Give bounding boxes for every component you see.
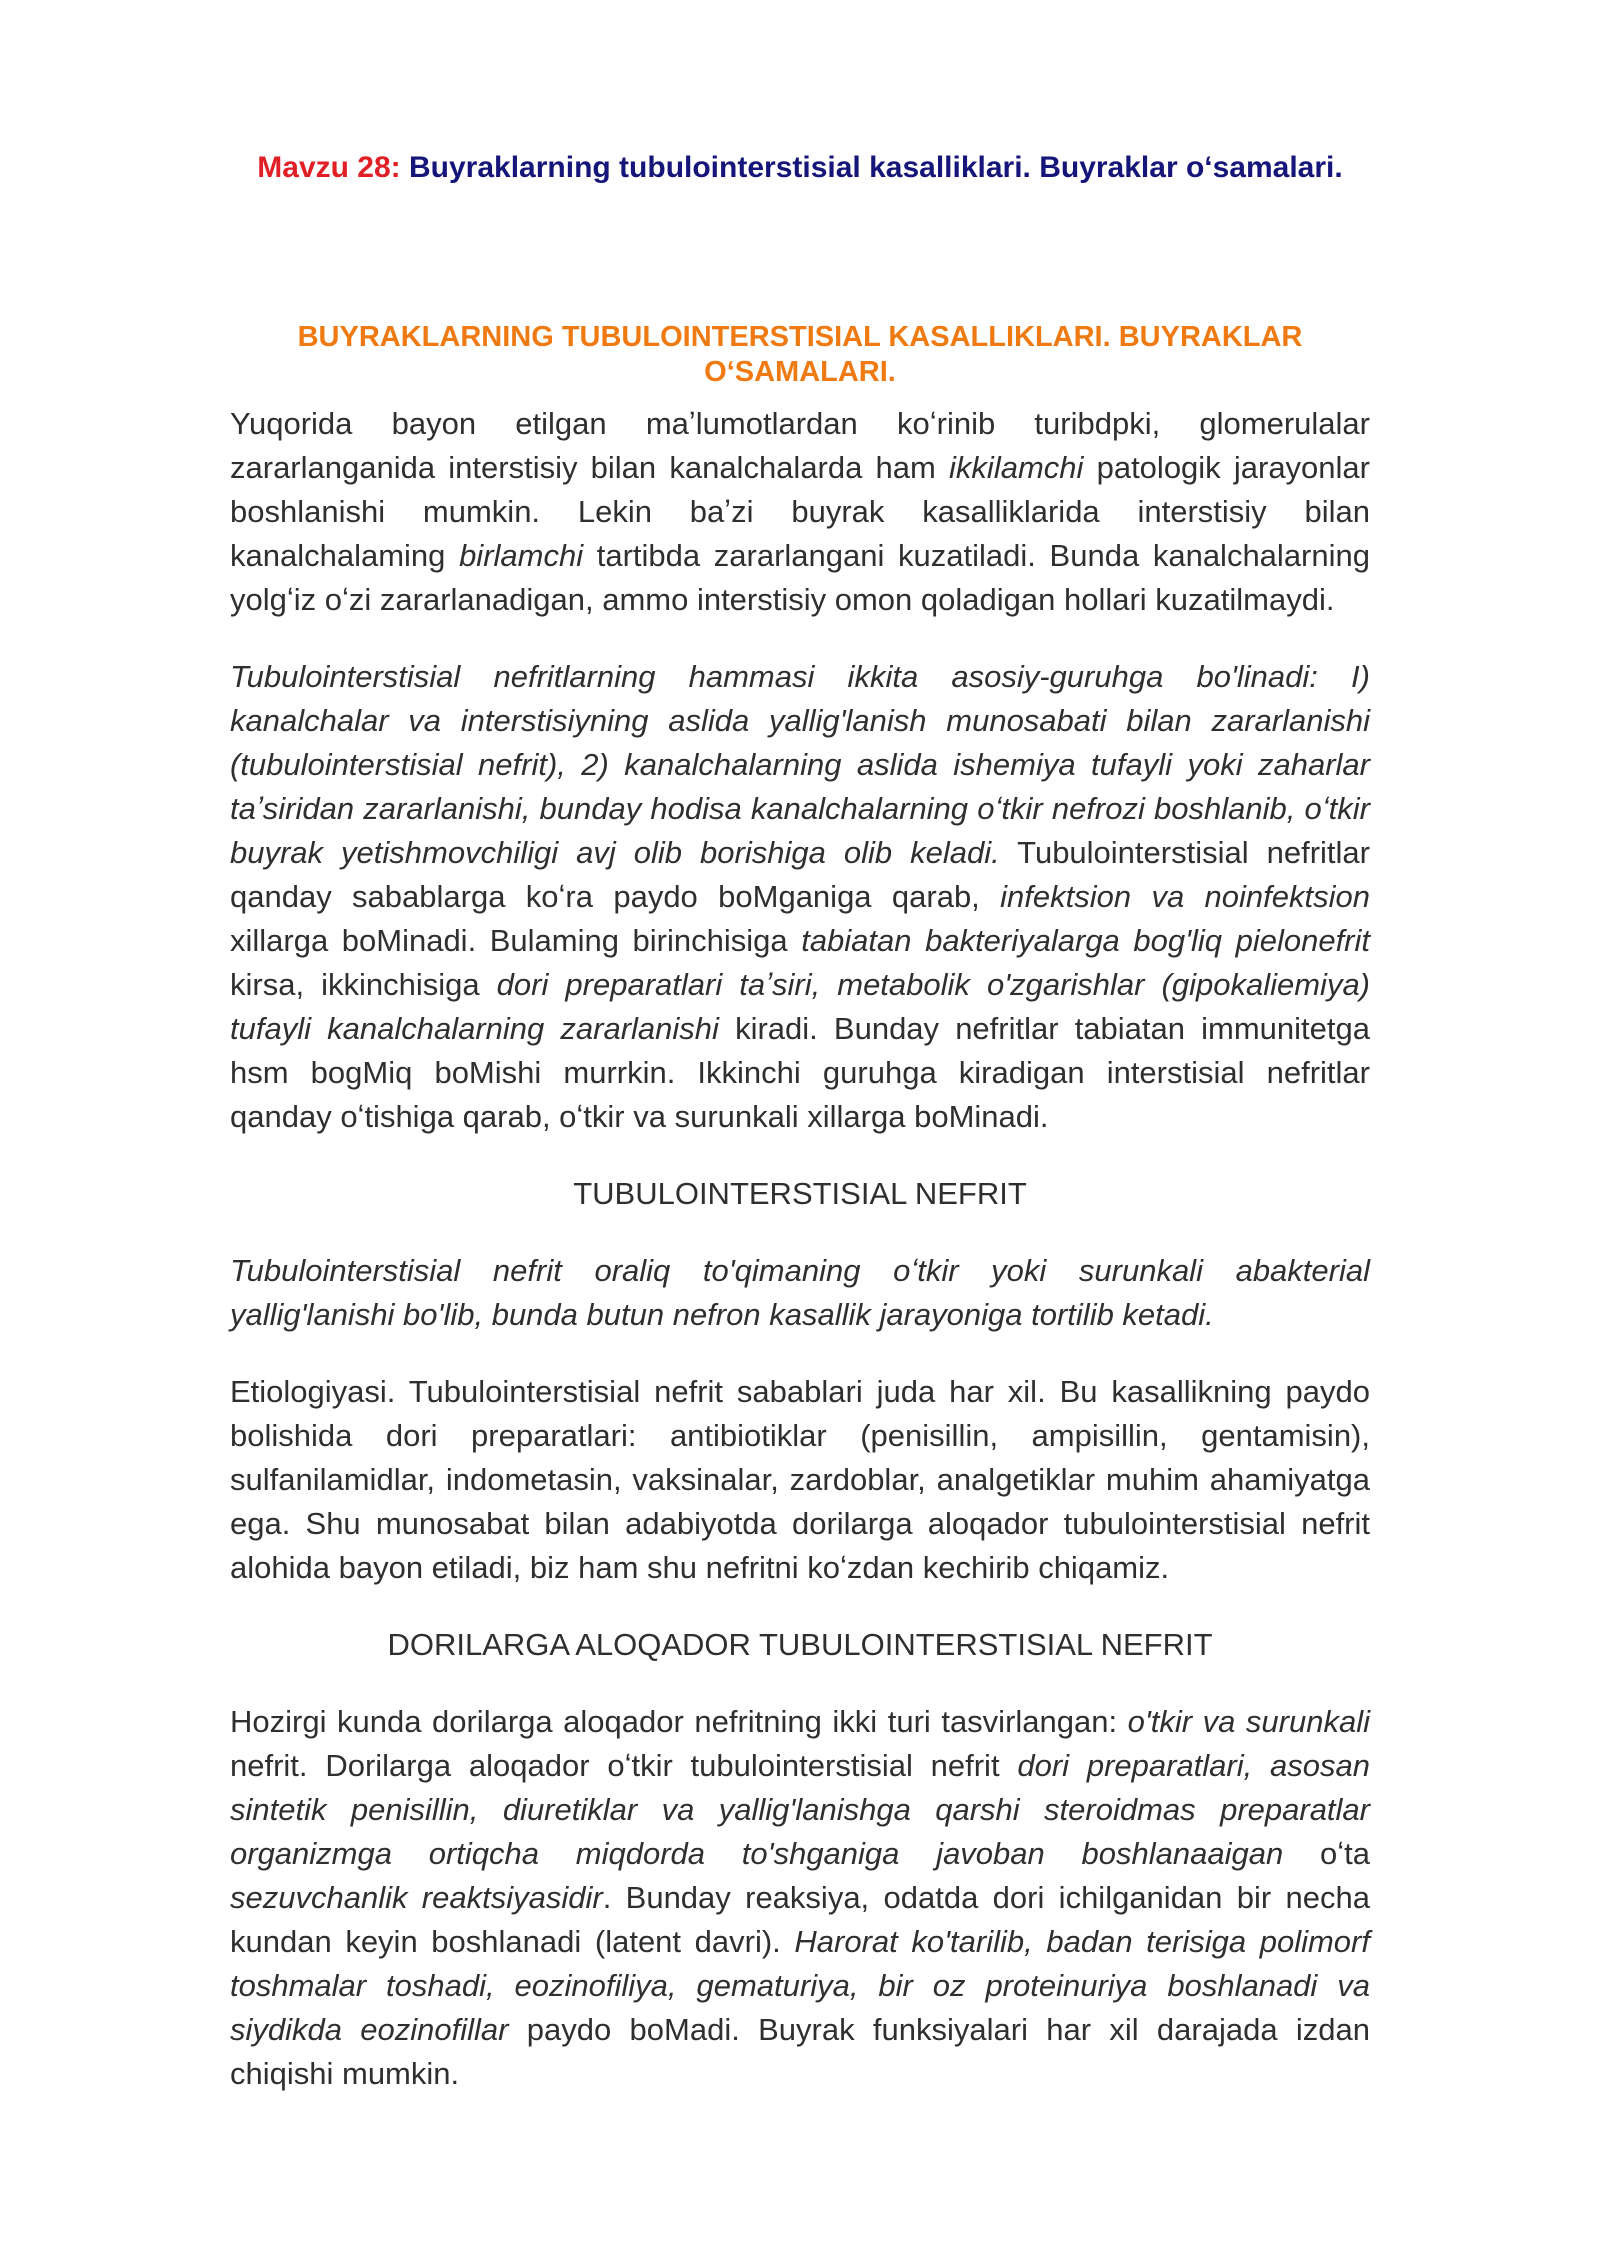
italic-run: sezuvchanlik reaktsiyasidir [230,1880,603,1915]
paragraph-definition [230,1249,1370,1337]
italic-run: tabiatan bakteriyalarga bog'liq pielonefrit [801,923,1370,958]
italic-run: infektsion va noinfektsion [1000,879,1371,914]
section-heading: BUYRAKLARNING TUBULOINTERSTISIAL KASALLIKLARI. BUYRAKLAR OʻSAMALARI. [297,321,1303,388]
italic-run: o'tkir va surunkali [1127,1704,1370,1739]
text-run: Hozirgi kunda dorilarga aloqador nefritning ikki turi tasvirlangan: [230,1704,1128,1739]
document-body [230,402,1370,2129]
italic-run: birlamchi [459,538,584,573]
paragraph-intro [230,402,1370,622]
text-run: nefrit. Dorilarga aloqador oʻtkir tubulointerstisial nefrit [230,1748,1018,1783]
italic-run: Tubulointerstisial nefritlarning hammasi ikkita asosiy-guruhga bo'linadi: I) kanalchalar va interstisiyning aslida yallig'lanish munosabati bilan zararlanishi (tubulointerstisial nefrit), 2) kanalchalarning aslida ishemiya tufayli yoki zaharlar taʼsiridan zararlanishi, bunday hodisa kanalchalarning oʻtkir nefrozi boshlanib, oʻtkir buyrak yetishmovchiligi avj olib borishiga olib keladi. [230,659,1370,870]
topic-number: Mavzu 28: [257,151,401,184]
paragraph-classification [230,655,1370,1139]
italic-run: dori preparatlari taʼsiri, metabolik o'zgarishlar (gipokaliemiya) tufayli kanalchalarning zararlanishi [230,967,1371,1046]
paragraph-drug-related [230,1700,1370,2096]
text-run: kiradi. Bunday nefritlar tabiatan immunitetga hsm bogMiq boMishi murrkin. Ikkinchi guruhga kiradigan interstisial nefritlar qanday oʻtishiga qarab, oʻtkir va surunkali xillarga boMinadi. [230,1011,1371,1134]
text-run: paydo boMadi. Buyrak funksiyalari har xil darajada izdan chiqishi mumkin. [230,2012,1370,2091]
italic-run: ikkilamchi [949,450,1084,485]
text-run: . Bunday reaksiya, odatda dori ichilganidan bir necha kundan keyin boshlanadi (latent davri). [230,1880,1370,1959]
subheading-drug-related-nephritis: DORILARGA ALOQADOR TUBULOINTERSTISIAL NEFRIT [387,1627,1213,1662]
paragraph-etiology [230,1370,1370,1590]
subheading-tubulointerstitial-nephritis: TUBULOINTERSTISIAL NEFRIT [573,1176,1027,1211]
text-run: tartibda zararlangani kuzatiladi. Bunda kanalchalarning yolgʻiz oʻzi zararlanadigan, ammo interstisiy omon qoladigan hollari kuzatilmaydi. [230,538,1370,617]
text-run: kirsa, ikkinchisiga [230,967,497,1002]
text-run: oʻta [1283,1836,1370,1871]
text-run: Etiologiyasi. Tubulointerstisial nefrit sabablari juda har xil. Bu kasallikning paydo bolishida dori preparatlari: antibiotiklar (penisillin, ampisillin, gentamisin), sulfanilamidlar, indometasin, vaksinalar, zardoblar, analgetiklar muhim ahamiyatga ega. Shu munosabat bilan adabiyotda dorilarga aloqador tubulointerstisial nefrit alohida bayon etiladi, biz ham shu nefritni koʻzdan kechirib chiqamiz. [230,1374,1370,1585]
text-run: patologik jarayonlar boshlanishi mumkin. Lekin baʼzi buyrak kasalliklarida interstisiy bilan kanalchalaming [230,450,1370,573]
italic-run: Tubulointerstisial nefrit oraliq to'qimaning oʻtkir yoki surunkali abakterial yallig'lanishi bo'lib, bunda butun nefron kasallik jarayoniga tortilib ketadi. [230,1253,1370,1332]
italic-run: Harorat ko'tarilib, badan terisiga polimorf toshmalar toshadi, eozinofiliya, gematuriya, bir oz proteinuriya boshlanadi va siydikda eozinofillar [230,1924,1370,2047]
topic-title-text: Buyraklarning tubulointerstisial kasalliklari. Buyraklar oʻsamalari. [409,151,1343,184]
text-run: Tubulointerstisial nefritlar qanday sabablarga koʻra paydo boMganiga qarab, [230,835,1370,914]
text-run: Yuqorida bayon etilgan maʼlumotlardan koʻrinib turibdpki, glomerulalar zararlanganida interstisiy bilan kanalchalarda ham [230,406,1370,485]
italic-run: dori preparatlari, asosan sintetik penisillin, diuretiklar va yallig'lanishga qarshi steroidmas preparatlar organizmga ortiqcha miqdorda to'shganiga javoban boshlanaaigan [230,1748,1370,1871]
text-run: xillarga boMinadi. Bulaming birinchisiga [230,923,802,958]
topic-title [230,150,1370,186]
